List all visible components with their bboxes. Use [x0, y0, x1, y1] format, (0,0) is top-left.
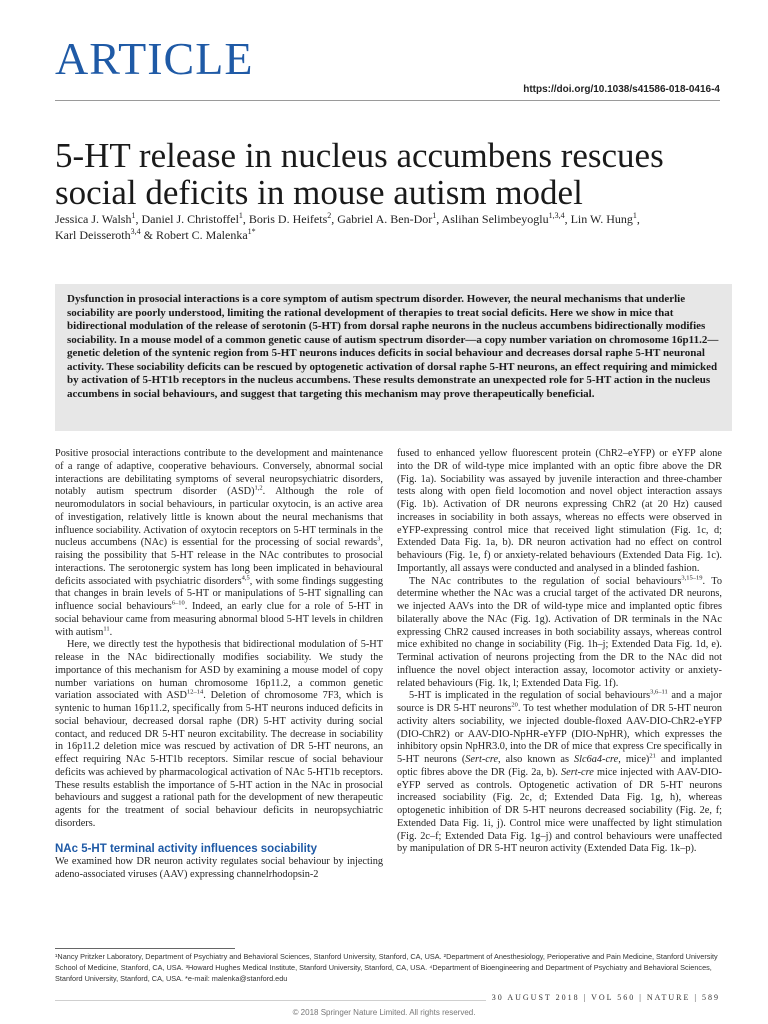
body-paragraph: We examined how DR neuron activity regulates social behaviour by injecting adeno-associated viruses (AAV) expressing channelrhodopsin-2 — [55, 856, 383, 880]
abstract-box — [55, 284, 732, 431]
author-affiliation: 1 — [131, 211, 136, 220]
author-name[interactable]: Aslihan Selimbeyoglu — [441, 212, 549, 226]
copyright-notice: © 2018 Springer Nature Limited. All rights reserved. — [292, 1008, 476, 1017]
author-name[interactable]: Daniel J. Christoffel — [141, 212, 239, 226]
body-column-left — [55, 448, 383, 882]
section-heading: NAc 5-HT terminal activity influences sociability — [55, 842, 318, 855]
author-list: Jessica J. Walsh$^1$, Daniel J. Christoffel$^1$, Boris D. Heifets$^2$, Gabriel A. Ben-Dor$^1$, Aslihan Selimbeyoglu$^{1,3,4}$, Lin W. Hung$^1$, Karl Deisseroth$^{3,4}$ & Robert C. Malenka$^{1*}$ — [55, 211, 640, 242]
author-affiliation: 2 — [327, 211, 332, 220]
body-paragraph: 5-HT is implicated in the regulation of social behaviours$^{3,6-11}$ and a major source is DR 5-HT neurons$^{20}$. To test whether modulation of DR 5-HT neuron activity alters sociability, we injected double-floxed AAV-DIO-ChR2-eYFP (DIO-ChR2) or AAV-DIO-NpHR-eYFP (DIO-NpHR), which expresses the inhibitory opsin NpHR3.0, into the DR of mice that express Cre specifically in 5-HT neurons (Sert-cre, also known as Slc6a4-cre, mice)$^{21}$ and implanted optic fibres above the DR (Fig. 2a, b). Sert-cre mice injected with AAV-DIO-eYFP served as controls. Optogenetic activation of DR 5-HT neurons increased sociability (Fig. 2c, d; Extended Data Fig. 1g, h), whereas optogenetic inhibition of DR 5-HT neurons decreased sociability (Fig. 2e, f; Extended Data Fig. 1i, j). Control mice were unaffected by light stimulation (Fig. 2c–f; Extended Data Fig. 1g–j) and control behaviours were unaffected by manipulation of DR 5-HT neuron activity (Extended Data Fig. 1k–p). — [397, 688, 722, 855]
author-name[interactable]: Gabriel A. Ben-Dor — [337, 212, 433, 226]
body-paragraph: fused to enhanced yellow fluorescent protein (ChR2–eYFP) or eYFP alone into the DR of wild-type mice implanted with an optic fibre above the DR (Fig. 1a). Sociability was assayed by juvenile interaction and three-chamber tests along with open field locomotion and novel object interaction assays (Fig. 1b). Activation of DR neurons expressing ChR2 (at 20 Hz) caused increases in sociability in both assays, whereas no effects were observed in eYFP-expressing control mice that received light stimulation (Fig. 1c, d; Extended Data Fig. 1a, b). DR neuron activation had no effect on control behaviours (Fig. 1e, f) or anxiety-related behaviours (Extended Data Fig. 1c). Importantly, all assays were conducted and analysed in a blinded fashion. — [397, 448, 722, 574]
author-affiliation: 1 — [632, 211, 637, 220]
affiliation-divider — [55, 948, 235, 949]
header-divider — [55, 100, 720, 101]
body-column-right — [397, 448, 722, 856]
author-name[interactable]: Jessica J. Walsh — [55, 212, 132, 226]
issue-info: 30 AUGUST 2018 | VOL 560 | NATURE | 589 — [486, 993, 720, 1002]
author-affiliation: 1 — [238, 211, 243, 220]
article-type-label: ARTICLE — [55, 33, 254, 84]
author-name[interactable]: Lin W. Hung — [570, 212, 633, 226]
author-affiliation: 1 — [432, 211, 437, 220]
body-paragraph: Positive prosocial interactions contribute to the development and maintenance of a range of adaptive, cooperative behaviours. Conversely, abnormal social interactions are debilitating symptoms of several neuropsychiatric disorders, notably autism spectrum disorder (ASD)$^{1,2}$. Although the role of neuromodulators in social behaviours, in particular oxytocin, is an active area of investigation, relatively little is known about the neural mechanisms that influence sociability. Activation of oxytocin receptors on 5-HT terminals in the nucleus accumbens (NAc) is essential for the processing of social rewards$^3$, raising the possibility that 5-HT release in the NAc contributes to prosocial interactions. The serotonergic system has long been implicated in behavioural deficits associated with psychiatric disorders$^{4,5}$, with some findings suggesting that changes in brain levels of 5-HT or manipulations of 5-HT signalling can influence social behaviours$^{6-10}$. Indeed, an early clue for a role of 5-HT in social behaviour came from measuring abnormal blood 5-HT levels in children with autism$^{11}$. — [55, 448, 383, 638]
author-affiliation: 1* — [247, 227, 256, 236]
author-name[interactable]: Boris D. Heifets — [248, 212, 328, 226]
article-title: 5-HT release in nucleus accumbens rescues social deficits in mouse autism model — [55, 136, 664, 212]
author-name[interactable]: Karl Deisseroth — [55, 228, 131, 242]
author-affiliation: 3,4 — [130, 227, 141, 236]
affiliations: ¹Nancy Pritzker Laboratory, Department of Psychiatry and Behavioral Sciences, Stanford University, Stanford, CA, USA. ²Department of Anesthesiology, Perioperative and Pain Medicine, Stanford University School of Medicine, Stanford, CA, USA. ³Howard Hughes Medical Institute, Stanford University, Stanford, CA, USA. ⁴Department of Bioengineering and Department of Psychiatry and Behavioral Sciences, Stanford University, Stanford, CA, USA. *e-mail: malenka@stanford.edu — [55, 952, 718, 983]
body-paragraph: Here, we directly test the hypothesis that bidirectional modulation of 5-HT release in the NAc bidirectionally modifies sociability. We study the importance of this mechanism for ASD by examining a mouse model of copy number variations on human chromosome 16p11.2, a common genetic variation associated with ASD$^{12-14}$. Deletion of chromosome 7F3, which is syntenic to human 16p11.2, specifically from 5-HT neurons induced deficits in social behaviour, decreased dorsal raphe (DR) 5-HT activity during social contact, and reduced DR 5-HT neuron excitability. The decrease in sociability in 16p11.2 deletion mice was rescued by activation of DR 5-HT neurons, an effect requiring NAc 5-HT1b receptors. Similar rescue of social behaviour deficits was achieved by pharmacological activation of NAc 5-HT1b receptors. These results establish the importance of 5-HT action in the NAc in prosocial behaviours and suggest a rational path for the development of new therapeutic agents for the treatment of social behaviour deficits in neuropsychiatric disorders. — [55, 639, 383, 829]
doi-link[interactable]: https://doi.org/10.1038/s41586-018-0416-4 — [523, 84, 720, 95]
author-affiliation: 1,3,4 — [548, 211, 565, 220]
author-name[interactable]: Robert C. Malenka — [156, 228, 248, 242]
body-paragraph: The NAc contributes to the regulation of social behaviours$^{3,15-19}$. To determine whether the NAc was a crucial target of the activated DR neurons, we injected AAVs into the DR of wild-type mice and implanted optic fibres bilaterally above the NAc (Fig. 1g). Activation of DR terminals in the NAc expressing ChR2 caused increases in both sociability assays, whereas control mice exhibited no change in sociability (Fig. 1h–j; Extended Data Fig. 1d, e). Terminal activation of neurons projecting from the DR to the NAc did not influence the novel object interaction assay, locomotor activity or anxiety-related behaviours (Fig. 1k, l; Extended Data Fig. 1f). — [397, 574, 722, 689]
abstract-text: Dysfunction in prosocial interactions is a core symptom of autism spectrum disorder. However, the neural mechanisms that underlie sociability are poorly understood, limiting the rational development of therapies to treat social deficits. Here we show in mice that bidirectional modulation of the release of serotonin (5-HT) from dorsal raphe neurons in the nucleus accumbens bidirectionally modifies sociability. In a mouse model of a common genetic cause of autism spectrum disorder—a copy number variation on chromosome 16p11.2—genetic deletion of the syntenic region from 5-HT neurons induces deficits in social behaviour and decreases dorsal raphe 5-HT neuronal activity. These sociability deficits can be rescued by optogenetic activation of dorsal raphe 5-HT neurons, an effect requiring and mimicked by activation of 5-HT1b receptors in the nucleus accumbens. These results demonstrate an unexpected role for 5-HT action in the nucleus accumbens in social behaviours, and suggest that targeting this mechanism may prove therapeutically beneficial. — [67, 293, 719, 400]
